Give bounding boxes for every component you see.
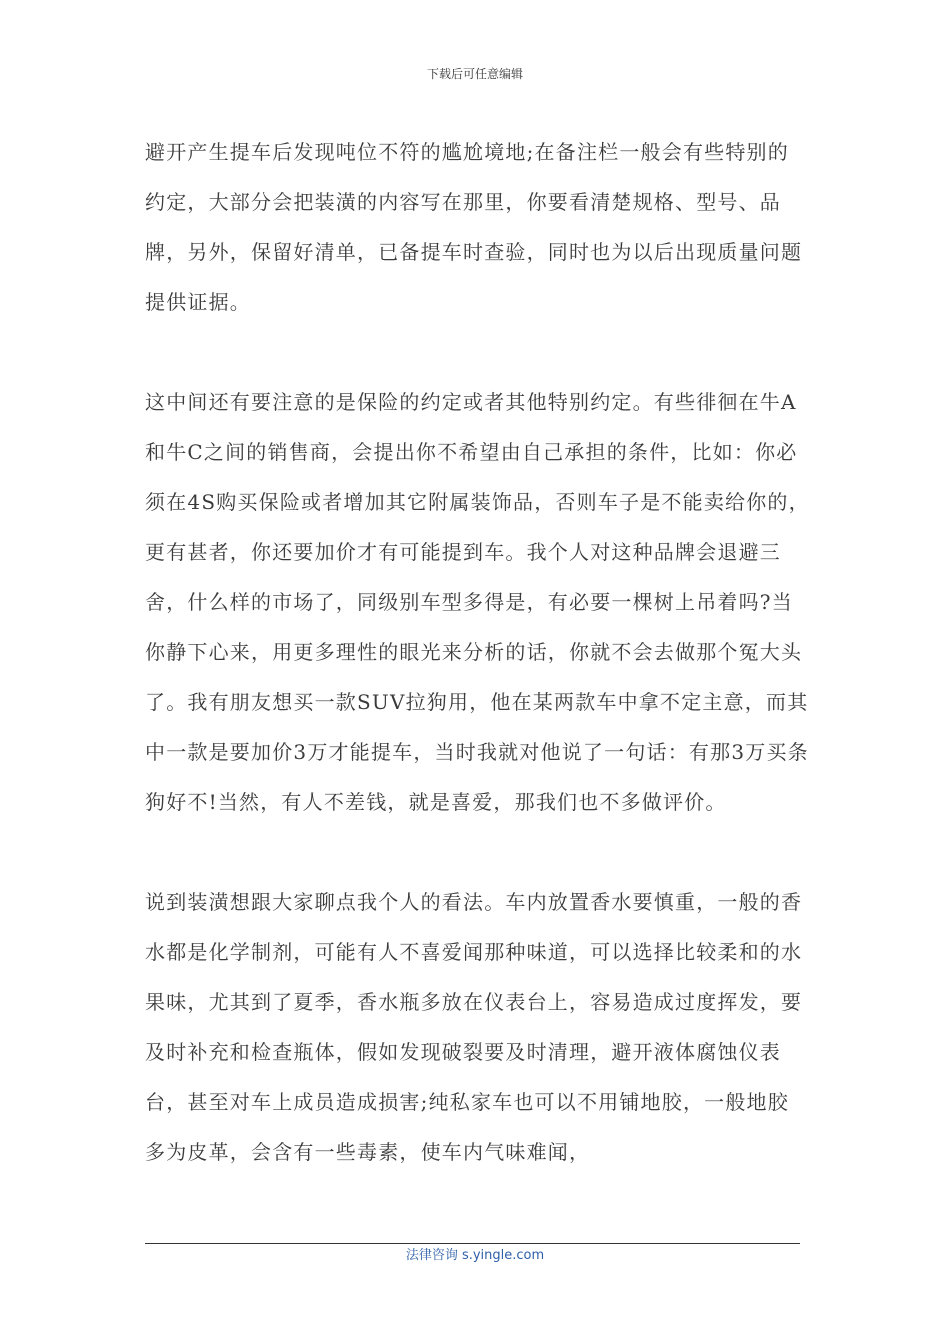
footer-link[interactable]: 法律咨询 s.yingle.com [405, 1248, 545, 1263]
document-body [145, 127, 810, 1177]
paragraph-3: 说到装潢想跟大家聊点我个人的看法。车内放置香水要慎重，一般的香水都是化学制剂，可能有人不喜爱闻那种味道，可以选择比较柔和的水果味，尤其到了夏季，香水瓶多放在仪表台上，容易造成过度挥发，要及时补充和检查瓶体，假如发现破裂要及时清理，避开液体腐蚀仪表台，甚至对车上成员造成损害;纯私家车也可以不用铺地胶，一般地胶多为皮革，会含有一些毒素，使车内气味难闻， [145, 890, 803, 1164]
page-header: 下载后可任意编辑 [426, 67, 523, 81]
paragraph-2: 这中间还有要注意的是保险的约定或者其他特别约定。有些徘徊在牛A和牛C之间的销售商，会提出你不希望由自己承担的条件，比如：你必须在4S购买保险或者增加其它附属装饰品，否则车子是不能卖给你的，更有甚者，你还要加价才有可能提到车。我个人对这种品牌会退避三舍，什么样的市场了，同级别车型多得是，有必要一棵树上吊着吗?当你静下心来，用更多理性的眼光来分析的话，你就不会去做那个冤大头了。我有朋友想买一款SUV拉狗用，他在某两款车中拿不定主意，而其中一款是要加价3万才能提车，当时我就对他说了一句话：有那3万买条狗好不!当然，有人不差钱，就是喜爱，那我们也不多做评价。 [145, 390, 810, 814]
paragraph-1: 避开产生提车后发现吨位不符的尴尬境地;在备注栏一般会有些特别的约定，大部分会把装潢的内容写在那里，你要看清楚规格、型号、品牌，另外，保留好清单，已备提车时查验，同时也为以后出现质量问题提供证据。 [145, 140, 803, 314]
footer-divider [145, 1243, 800, 1244]
